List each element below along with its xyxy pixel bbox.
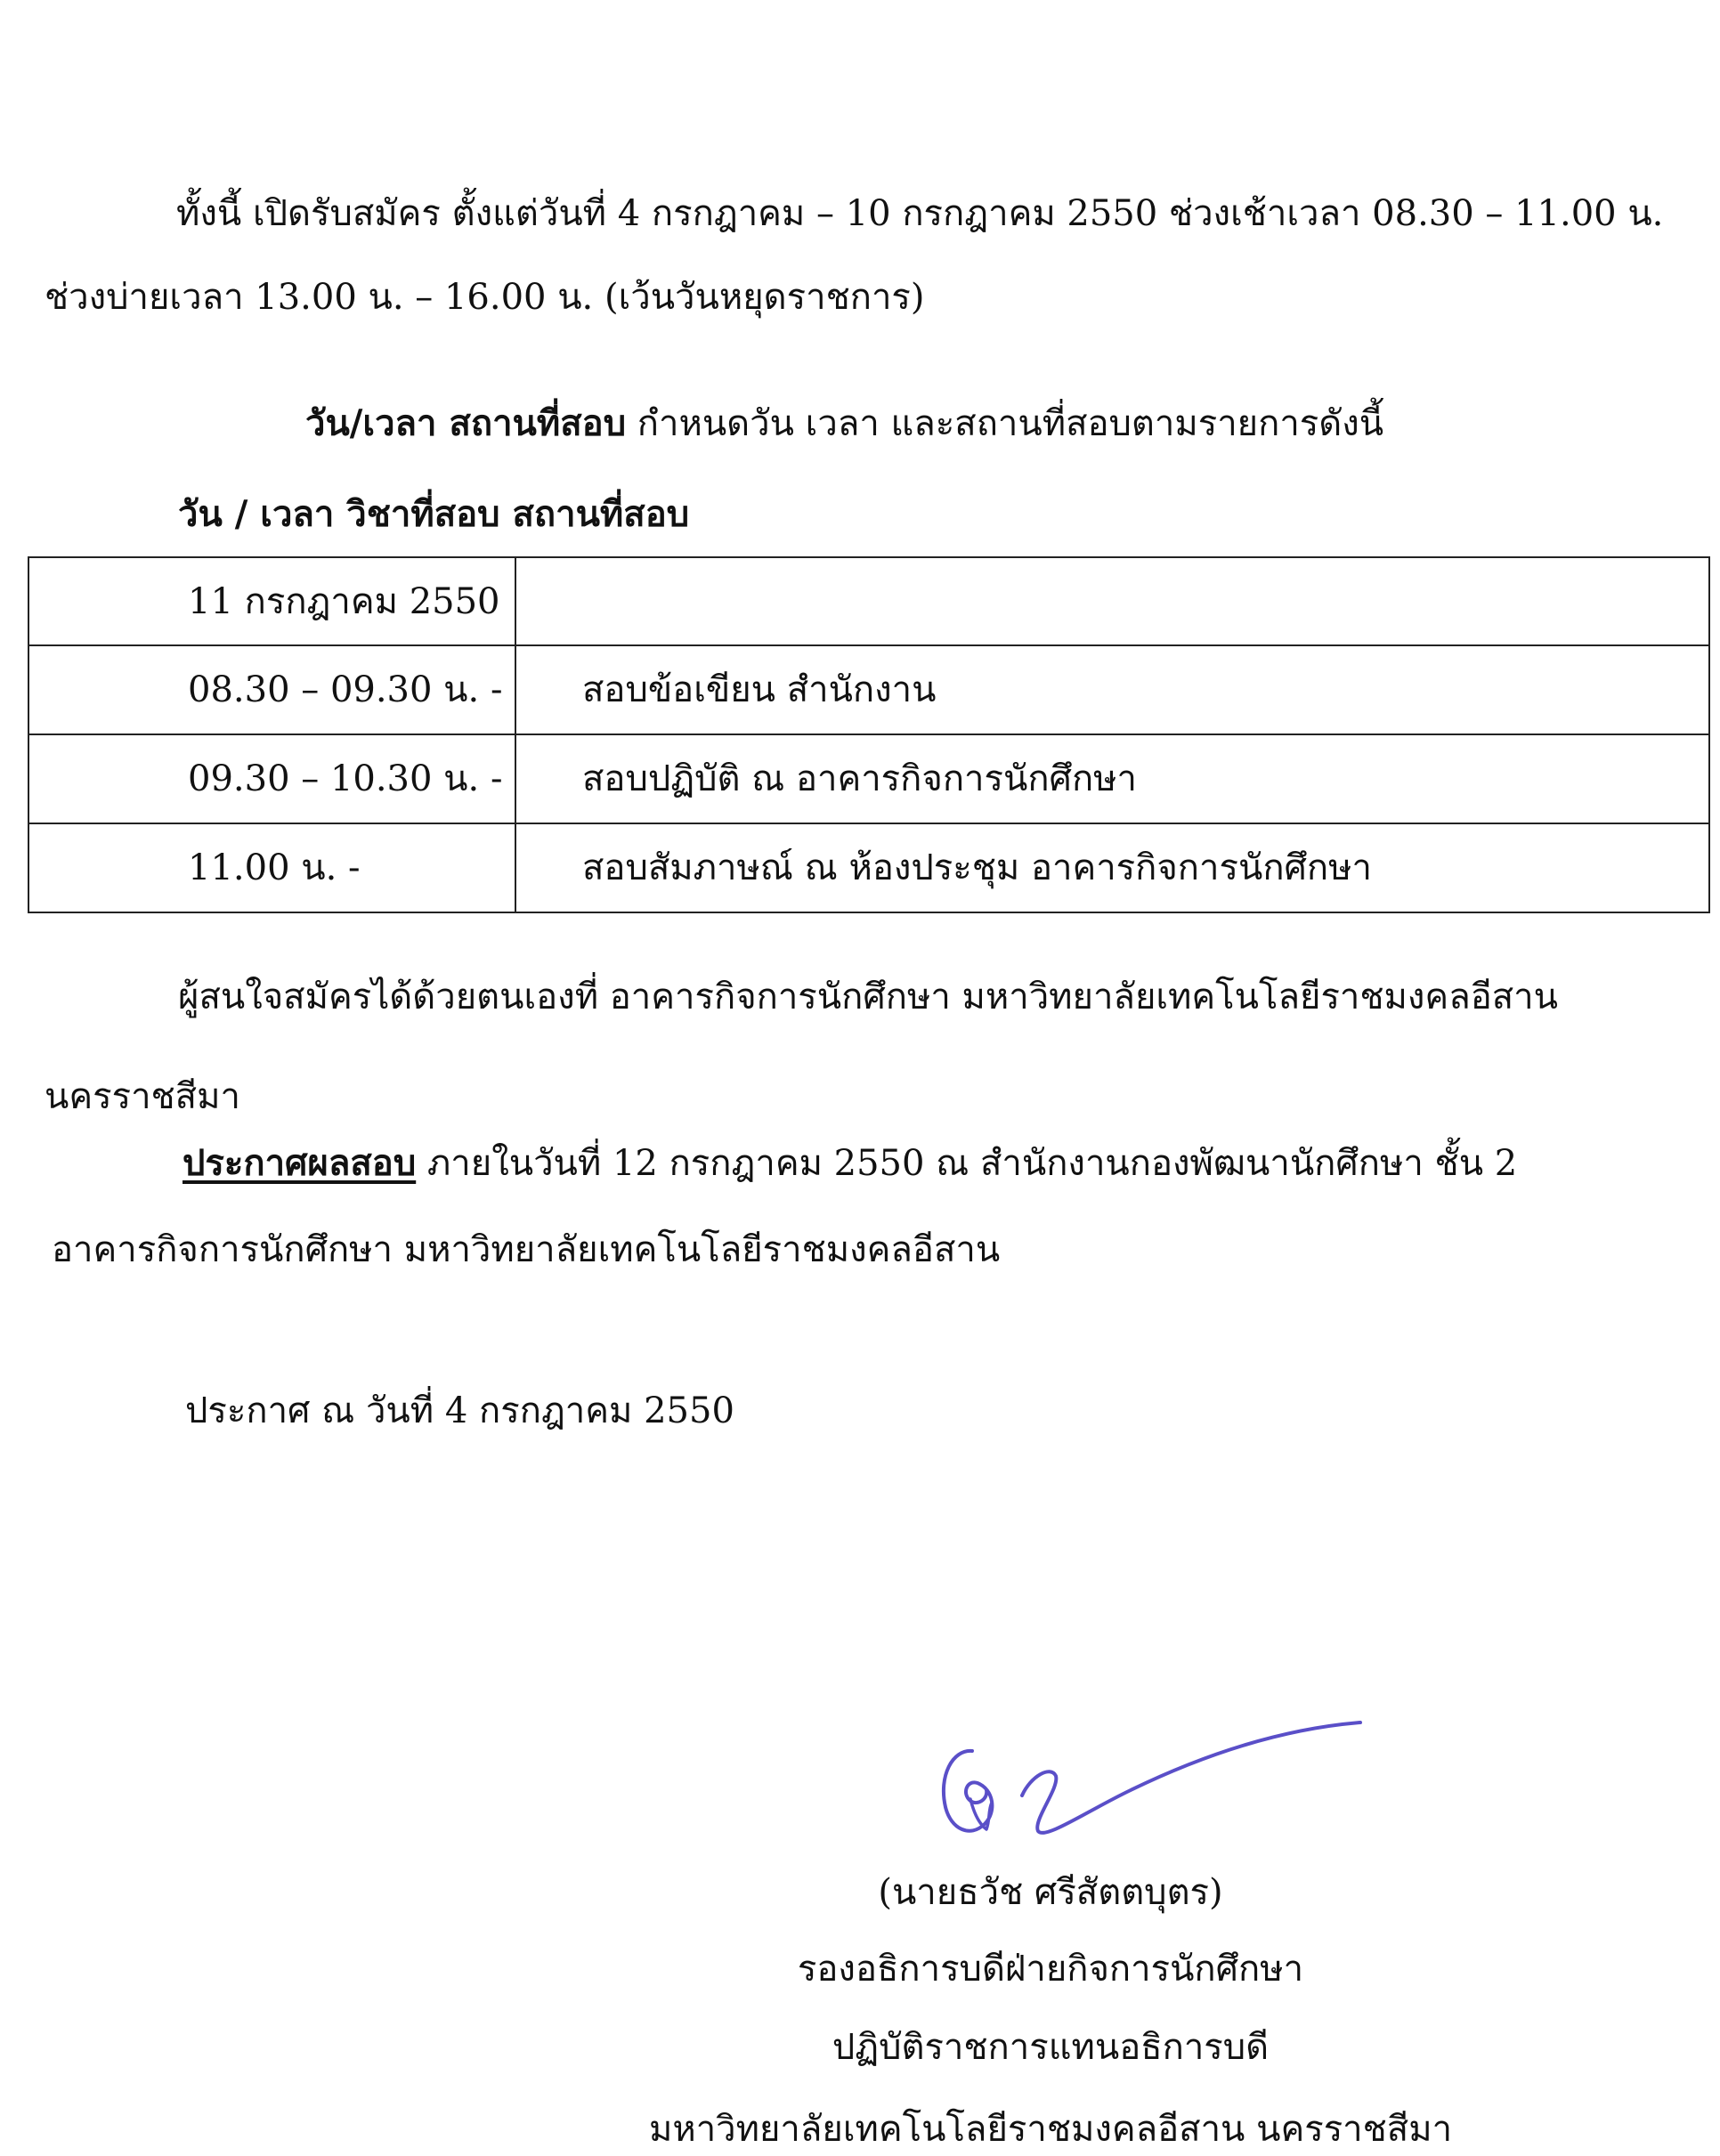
exam-schedule-table <box>28 556 1710 913</box>
schedule-time: 11.00 น. - <box>28 823 515 912</box>
signatory-position-1: รองอธิการบดีฝ่ายกิจการนักศึกษา <box>797 1949 1304 1990</box>
signatory-position-3: มหาวิทยาลัยเทคโนโลยีราชมงคลอีสาน นครราชสีมา <box>648 2109 1453 2150</box>
apply-line-2: นครราชสีมา <box>45 1076 240 1117</box>
schedule-date-empty-cell <box>515 557 1709 645</box>
exam-section-heading <box>305 399 1383 449</box>
schedule-time: 09.30 – 10.30 น. - <box>28 734 515 823</box>
schedule-activity: สอบปฏิบัติ ณ อาคารกิจการนักศึกษา <box>515 734 1709 823</box>
schedule-date: 11 กรกฎาคม 2550 <box>28 557 515 645</box>
result-line-1-rest: ภายในวันที่ 12 กรกฎาคม 2550 ณ สำนักงานกองพัฒนานักศึกษา ชั้น 2 <box>416 1143 1518 1184</box>
result-line-2: อาคารกิจการนักศึกษา มหาวิทยาลัยเทคโนโลยีราชมงคลอีสาน <box>52 1229 1001 1270</box>
schedule-table-heading: วัน / เวลา วิชาที่สอบ สถานที่สอบ <box>178 493 690 535</box>
schedule-activity: สอบสัมภาษณ์ ณ ห้องประชุม อาคารกิจการนักศึกษา <box>515 823 1709 912</box>
result-line-1 <box>183 1139 1517 1188</box>
table-row <box>28 823 1709 912</box>
intro-line-2: ช่วงบ่ายเวลา 13.00 น. – 16.00 น. (เว้นวันหยุดราชการ) <box>45 277 925 318</box>
exam-heading-bold: วัน/เวลา สถานที่สอบ <box>305 402 627 444</box>
result-label: ประกาศผลสอบ <box>183 1142 417 1184</box>
signatory-position-2: ปฏิบัติราชการแทนอธิการบดี <box>832 2027 1270 2068</box>
intro-line-1: ทั้งนี้ เปิดรับสมัคร ตั้งแต่วันที่ 4 กรกฎาคม – 10 กรกฎาคม 2550 ช่วงเช้าเวลา 08.30 – 11.00 น. <box>176 193 1664 234</box>
handwritten-signature <box>926 1714 1371 1865</box>
schedule-activity: สอบข้อเขียน สำนักงาน <box>515 645 1709 734</box>
signature-strokes <box>944 1722 1360 1833</box>
table-row <box>28 645 1709 734</box>
announcement-date: ประกาศ ณ วันที่ 4 กรกฎาคม 2550 <box>185 1390 734 1431</box>
schedule-time: 08.30 – 09.30 น. - <box>28 645 515 734</box>
apply-line-1: ผู้สนใจสมัครได้ด้วยตนเองที่ อาคารกิจการนักศึกษา มหาวิทยาลัยเทคโนโลยีราชมงคลอีสาน <box>178 977 1558 1017</box>
table-row <box>28 557 1709 645</box>
exam-heading-rest: กำหนดวัน เวลา และสถานที่สอบตามรายการดังนี้ <box>626 403 1384 444</box>
signatory-name: (นายธวัช ศรีสัตตบุตร) <box>878 1872 1223 1913</box>
table-row <box>28 734 1709 823</box>
